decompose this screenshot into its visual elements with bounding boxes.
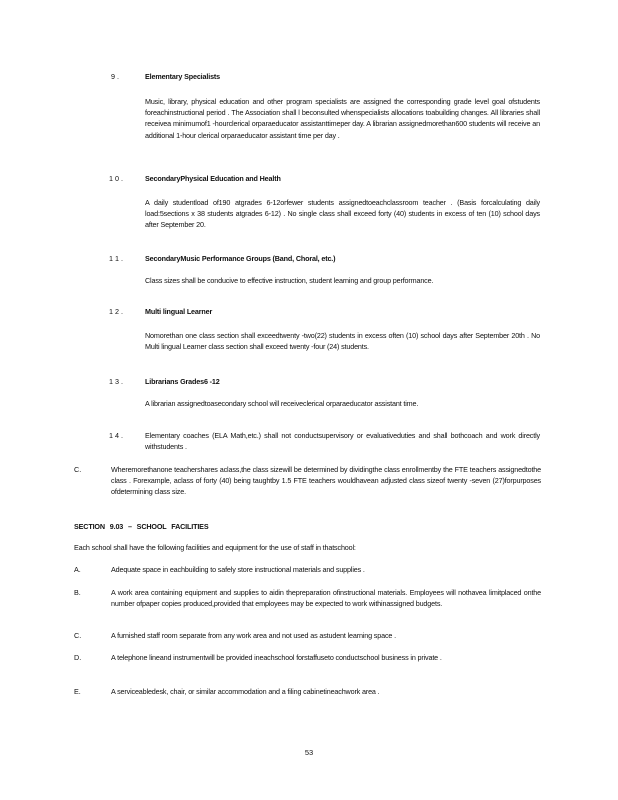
facility-body: A furnished staff room separate from any work area and not used as astudent learning space . (111, 631, 396, 640)
item-number: 1 0 . (109, 174, 123, 183)
facility-letter: D. (74, 653, 82, 662)
item-heading: Elementary Specialists (145, 72, 221, 81)
item-heading: Librarians Grades6 -12 (145, 377, 220, 386)
facility-letter: C. (74, 631, 82, 640)
item-body: Class sizes shall be conducive to effective instruction, student learning and group performance. (145, 276, 434, 285)
facility-body: A serviceabledesk, chair, or similar accommodation and a filing cabinetineachwork area . (111, 687, 380, 696)
item-number: 1 4 . (109, 431, 123, 440)
page-number: 53 (304, 748, 314, 757)
item-body: A librarian assignedtoasecondary school will receiveclerical orparaeducator assistant time. (145, 399, 419, 408)
item-body: Nomorethan one class section shall exceedtwenty -two(22) students in excess often (10) school days after September 20th . No Multi lingual Learner class section shall exceed twenty -four (24) students. (145, 331, 540, 352)
facility-body: A work area containing equipment and supplies to aidin thepreparation ofinstructional materials. Employees will nothavea limitplaced onthe number ofpaper copies produced,provided that employees may be expected to work withinassigned budgets. (111, 588, 541, 609)
facility-letter: E. (74, 687, 81, 696)
item-heading: Multi lingual Learner (145, 307, 213, 316)
facility-body: A telephone lineand instrumentwill be provided ineachschool forstaffuseto conductschool business in private . (111, 653, 442, 662)
item-body: A daily studentload of190 atgrades 6-12orfewer students assignedtoeachclassroom teacher . (Basis forcalculating daily load:5sections x 38 students atgrades 6-12) . No single class shall exceed forty (40) students in excess of ten (10) school days after September 20. (145, 198, 540, 230)
section-title: SECTION 9.03 – SCHOOL FACILITIES (74, 522, 209, 531)
section-letter: C. (74, 465, 82, 474)
item-body: Elementary coaches (ELA Math,etc.) shall not conductsupervisory or evaluativeduties and shall bothcoach and work directly withstudents . (145, 431, 540, 452)
item-body: Music, library, physical education and other program specialists are assigned the corresponding grade level goal ofstudents foreachinstructional period . The Association shall l beconsulted whenspecialists allocations toabuilding changes. All libraries shall receivea minimumof1 -hourclerical orparaeducator assistanttimeper day. A librarian assignedmorethan600 students will receive an additional 1-hour clerical orparaeducator assistant time per day . (145, 97, 540, 140)
section-body: Wheremorethanone teachershares aclass,the class sizewill be determined by dividingthe class enrollmentby the FTE teachers assignedtothe class . Forexample, aclass of forty (40) being taughtby 1.5 FTE teachers wouldhavean adjusted class sizeof twenty -seven (27)forpurposes ofdetermining class size. (111, 465, 541, 497)
item-number: 1 3 . (109, 377, 123, 386)
item-number: 1 2 . (109, 307, 123, 316)
facility-letter: A. (74, 565, 81, 574)
facility-letter: B. (74, 588, 81, 597)
item-number: 1 1 . (109, 254, 123, 263)
item-heading: SecondaryPhysical Education and Health (145, 174, 281, 183)
facility-body: Adequate space in eachbuilding to safely store instructional materials and supplies . (111, 565, 365, 574)
item-heading: SecondaryMusic Performance Groups (Band, Choral, etc.) (145, 254, 336, 263)
item-number: 9 . (111, 72, 119, 81)
intro-paragraph: Each school shall have the following facilities and equipment for the use of staff in thatschool: (74, 543, 356, 552)
